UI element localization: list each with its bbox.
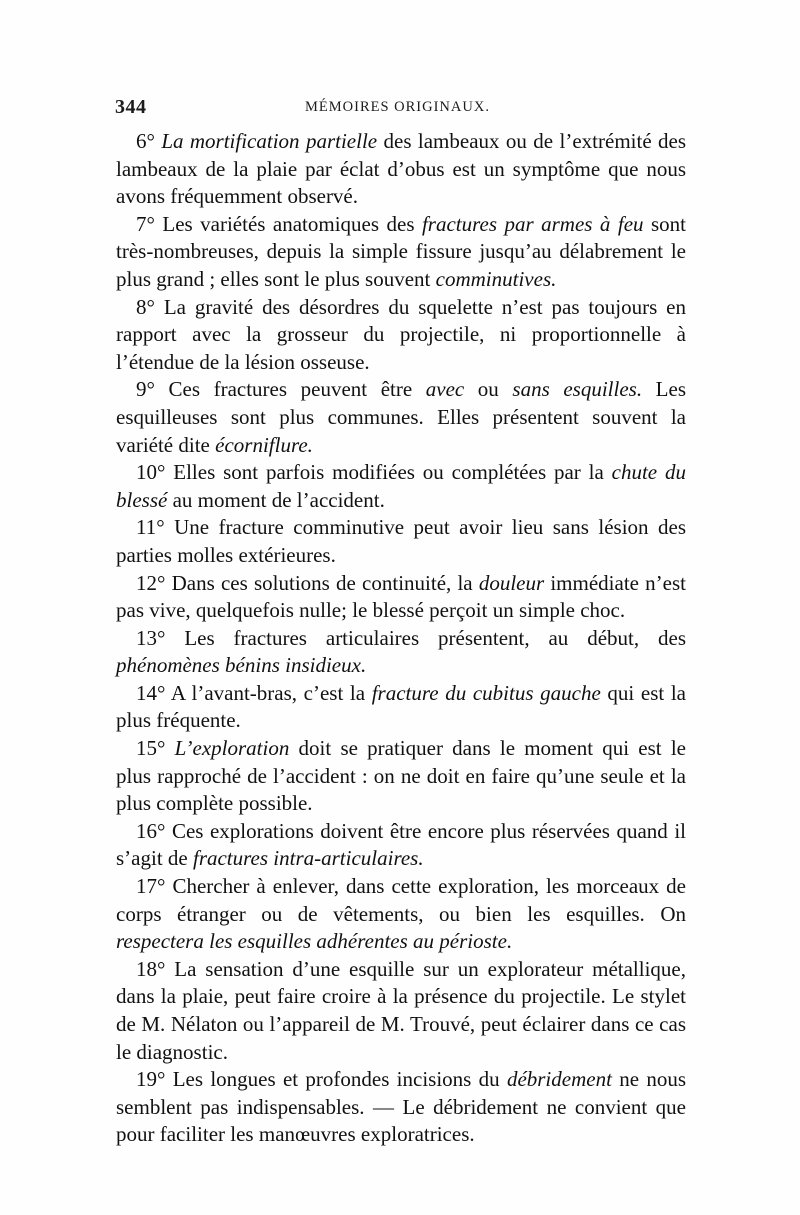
italic-phrase: sans esquilles.	[512, 377, 643, 402]
paragraph-number: 15°	[136, 736, 166, 761]
numbered-paragraph	[116, 514, 686, 569]
paragraph-number: 17°	[136, 874, 166, 899]
paragraph-number: 8°	[136, 294, 155, 319]
text-run: La sensation d’une esquille sur un explorateur métallique, dans la plaie, peut faire croire à la présence du projectile. Le stylet de M. Nélaton ou l’appareil de M. Trouvé, peut éclairer dans ce cas le diagnostic.	[116, 956, 686, 1064]
text-run: au moment de l’accident.	[167, 487, 385, 512]
numbered-paragraph	[116, 459, 686, 514]
numbered-paragraph	[116, 956, 686, 1066]
paragraph-number: 14°	[136, 680, 166, 705]
italic-phrase: chute du blessé	[116, 460, 686, 512]
paragraph-number: 10°	[136, 460, 166, 485]
numbered-paragraph	[116, 570, 686, 625]
numbered-paragraph	[116, 680, 686, 735]
text-run: Les esquilleuses sont plus communes. Elles présentent souvent la variété dite	[116, 377, 687, 457]
paragraph-number: 7°	[136, 211, 155, 236]
paragraph-number: 6°	[136, 129, 155, 153]
paragraph-number: 13°	[136, 625, 166, 650]
text-run: Les variétés anatomiques des	[162, 211, 422, 236]
paragraph-number: 19°	[136, 1067, 166, 1092]
italic-phrase: L’exploration	[174, 736, 290, 761]
text-run: La gravité des désordres du squelette n’est pas toujours en rapport avec la grosseur du projectile, ni proportionnelle à l’étendue de la lésion osseuse.	[116, 294, 686, 374]
italic-phrase: comminutives.	[435, 266, 557, 291]
italic-phrase: fractures intra-articulaires.	[192, 846, 424, 871]
numbered-paragraph	[116, 873, 686, 956]
italic-phrase: avec	[425, 377, 465, 402]
numbered-paragraph	[116, 128, 686, 211]
numbered-paragraph	[116, 625, 686, 680]
text-run: sont très-nombreuses, depuis la simple fissure jusqu’au délabrement le plus grand ; elles sont le plus souvent	[116, 211, 686, 291]
paragraph-number: 11°	[136, 515, 165, 540]
text-run: immédiate n’est pas vive, quelquefois nulle; le blessé perçoit un simple choc.	[116, 570, 687, 623]
page-number: 344	[115, 96, 147, 118]
text-run: Une fracture comminutive peut avoir lieu sans lésion des parties molles extérieures.	[116, 515, 686, 567]
text-run: des lambeaux ou de l’extrémité des lambeaux de la plaie par éclat d’obus est un symptôme que nous avons fréquemment observé.	[116, 129, 687, 209]
body-text	[116, 128, 686, 1149]
numbered-paragraph	[116, 376, 686, 459]
text-run: A l’avant-bras, c’est la	[170, 680, 372, 705]
text-run: ne nous semblent pas indispensables. — Le débridement ne convient que pour faciliter les manœuvres exploratrices.	[116, 1067, 687, 1147]
text-run: Dans ces solutions de continuité, la	[171, 570, 479, 595]
text-run: doit se pratiquer dans le moment qui est le plus rapproché de l’accident : on ne doit en faire qu’une seule et la plus complète possible.	[116, 736, 687, 816]
italic-phrase: phénomènes bénins insidieux.	[116, 653, 367, 678]
text-run: Les longues et profondes incisions du	[172, 1067, 507, 1092]
paragraph-number: 9°	[136, 377, 155, 402]
paragraph-number: 18°	[136, 956, 166, 981]
italic-phrase: débridement	[506, 1067, 612, 1092]
numbered-paragraph	[116, 1066, 686, 1149]
text-run: Ces explorations doivent être encore plus réservées quand il s’agit de	[116, 818, 686, 871]
paragraph-number: 12°	[136, 570, 166, 595]
text-run: ou	[464, 377, 513, 402]
italic-phrase: écorniflure.	[215, 432, 313, 457]
paragraph-number: 16°	[136, 818, 166, 843]
italic-phrase: douleur	[478, 570, 545, 595]
text-run: Elles sont parfois modifiées ou complétées par la	[173, 460, 612, 485]
italic-phrase: La mortification partielle	[161, 129, 378, 153]
italic-phrase: respectera les esquilles adhérentes au périoste.	[116, 929, 513, 954]
numbered-paragraph	[116, 294, 686, 377]
italic-phrase: fracture du cubitus gauche	[371, 680, 601, 705]
numbered-paragraph	[116, 211, 686, 294]
text-run: qui est la plus fréquente.	[116, 680, 686, 733]
numbered-paragraph	[116, 818, 686, 873]
numbered-paragraph	[116, 735, 686, 818]
text-run: Ces fractures peuvent être	[168, 377, 426, 402]
text-run: Chercher à enlever, dans cette exploration, les morceaux de corps étranger ou de vêtements, ou bien les esquilles. On	[116, 874, 687, 926]
running-head: MÉMOIRES ORIGINAUX.	[305, 99, 490, 115]
italic-phrase: fractures par armes à feu	[421, 211, 644, 236]
text-run: Les fractures articulaires présentent, au début, des	[184, 625, 686, 650]
page-header	[115, 96, 690, 126]
